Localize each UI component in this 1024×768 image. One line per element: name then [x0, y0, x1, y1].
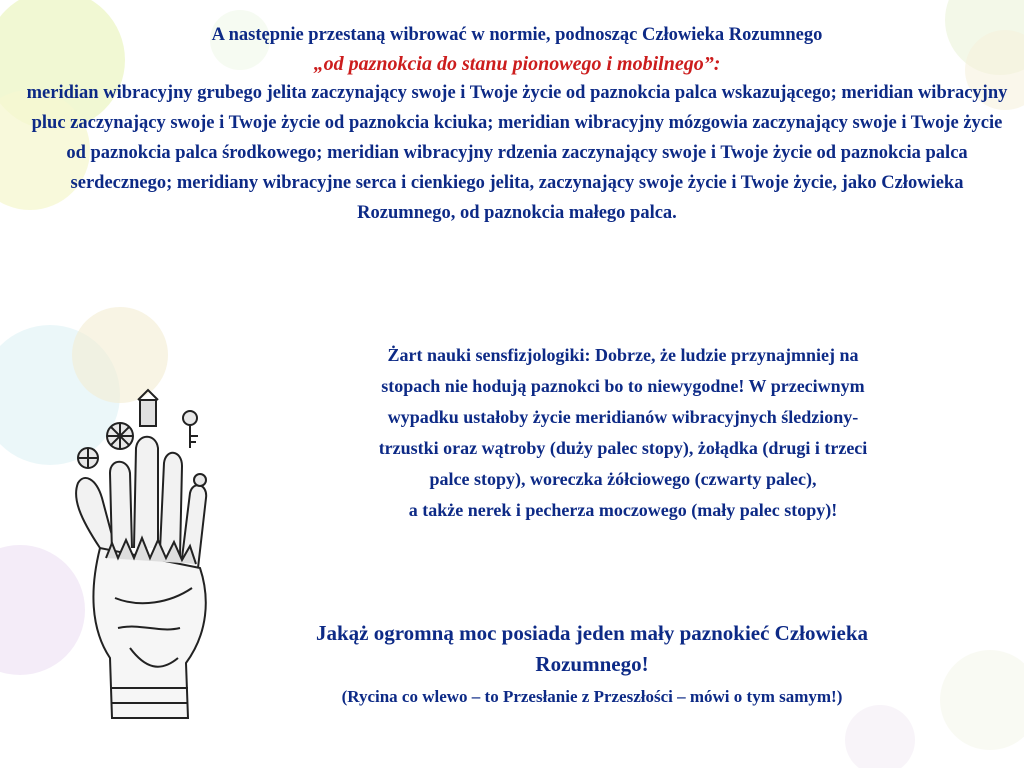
slide-heading: A następnie przestaną wibrować w normie, podnosząc Człowieka Rozumnego [211, 25, 823, 45]
intro-text-block [20, 20, 1014, 228]
joke-line: stopach nie hodują paznokci bo to niewygodne! W przeciwnym [381, 376, 865, 396]
joke-line: a także nerek i pecherza moczowego (mały palec stopy)! [408, 500, 838, 520]
joke-line: trzustki oraz wątroby (duży palec stopy), żołądka (drugi i trzeci [378, 438, 868, 458]
joke-line: palce stopy), woreczka żółciowego (czwarty palec), [429, 469, 817, 489]
joke-paragraph [258, 340, 988, 526]
meridian-description: meridian wibracyjny grubego jelita zaczynający swoje i Twoje życie od paznokcia palca wskazującego; meridian wibracyjny pluc zaczynający swoje i Twoje życie od paznokcia kciuka; meridian wibracyjny mózgowia zaczynający swoje i Twoje życie od paznokcia palca środkowego; meridian wibracyjny rdzenia zaczynający swoje i Twoje życie od paznokcia palca serdecznego; meridiany wibracyjne serca i cienkiego jelita, zaczynający swoje życie i Twoje życie, jako Człowieka Rozumnego, od paznokcia małego palca. [26, 83, 1008, 223]
joke-line: Żart nauki sensfizjologiki: Dobrze, że ludzie przynajmniej na [387, 345, 859, 365]
joke-line: wypadku ustałoby życie meridianów wibracyjnych śledziony- [387, 407, 859, 427]
closing-paragraph [192, 618, 992, 714]
closing-line: Jakąż ogromną moc posiada jeden mały paznokieć Człowieka [315, 621, 869, 645]
slide-subtitle: „od paznokcia do stanu pionowego i mobilnego”: [313, 53, 721, 75]
illustration-caption: (Rycina co wlewo – to Przesłanie z Przeszłości – mówi o tym samym!) [341, 687, 843, 706]
closing-line: Rozumnego! [535, 652, 649, 676]
